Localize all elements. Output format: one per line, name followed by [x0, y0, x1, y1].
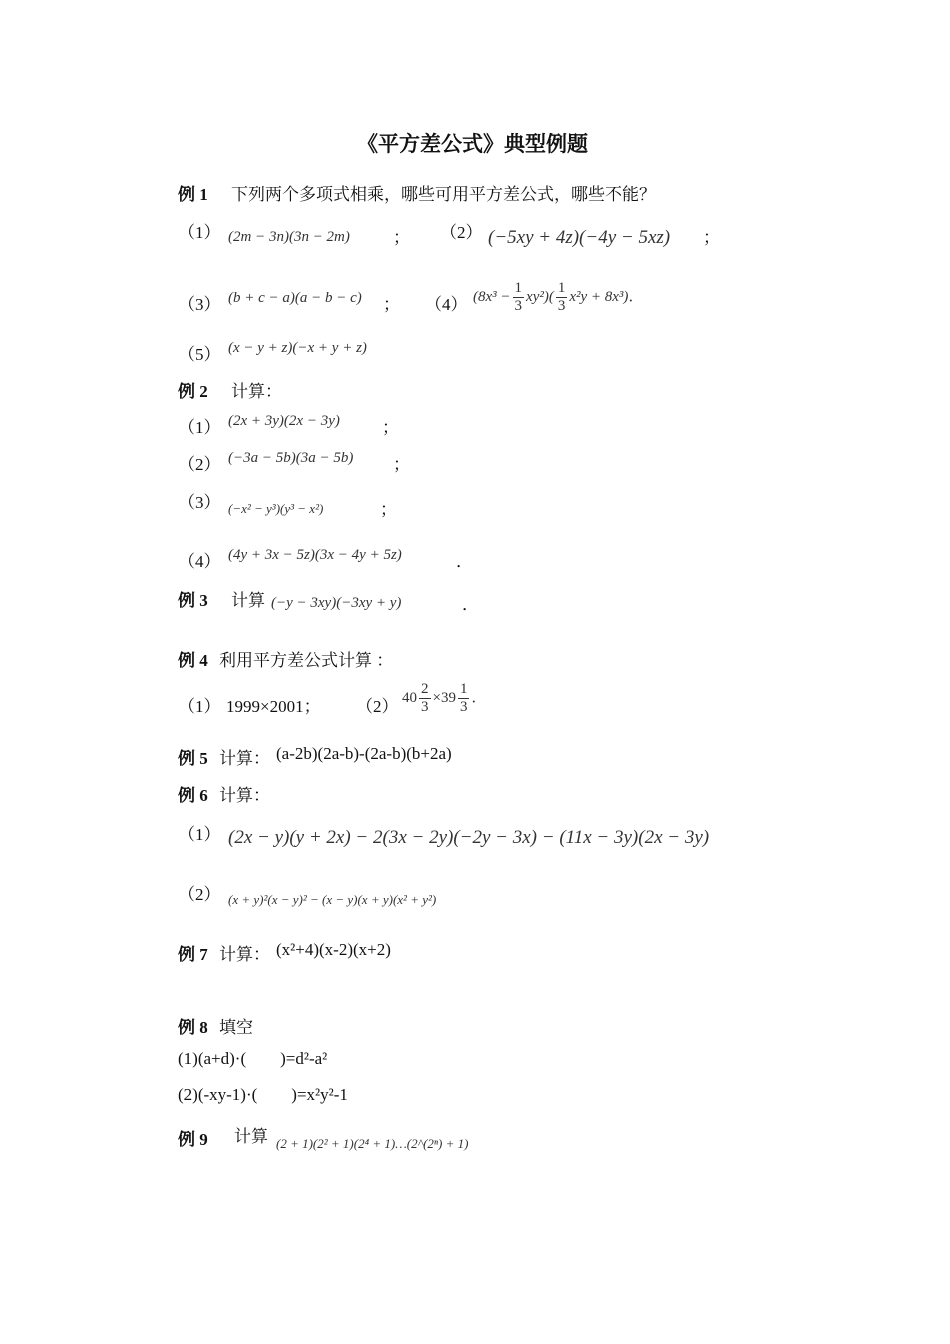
example-6-label: 例 6: [178, 786, 208, 805]
ex1-item4-fraction-1: $\frac{1}{3}$: [514, 280, 523, 314]
page-title: 《平方差公式》典型例题: [357, 132, 588, 156]
example-4-label: 例 4: [178, 651, 208, 670]
example-9-label: 例 9: [178, 1130, 208, 1149]
ex1-item3-expr: (b + c − a)(a − b − c): [228, 290, 362, 306]
ex1-item1-expr: (2m − 3n)(3n − 2m): [228, 229, 350, 245]
ex6-item2-num: （2）: [178, 885, 221, 904]
ex6-item1-expr: (2x − y)(y + 2x) − 2(3x − 2y)(−2y − 3x) − (11x − 3y)(2x − 3y): [228, 827, 710, 848]
ex1-item3-end: ；: [383, 295, 400, 314]
ex1-item4-fraction-2: $\frac{1}{3}$: [557, 280, 566, 314]
ex2-item1-num: （1）: [178, 418, 221, 437]
ex2-item2-num: （2）: [178, 455, 221, 474]
example-2-text: 计算：: [231, 382, 282, 401]
ex1-item5-num: （5）: [178, 345, 221, 364]
ex2-item3-num: （3）: [178, 493, 221, 512]
example-5-label: 例 5: [178, 749, 208, 768]
ex2-item3-expr: (−x² − y³)(y³ − x²): [228, 501, 324, 516]
example-2-label: 例 2: [178, 382, 208, 401]
ex4-fraction-a: $\frac{2}{3}$: [421, 681, 429, 715]
example-8-label: 例 8: [178, 1018, 208, 1037]
ex2-item1-end: ；: [382, 418, 399, 437]
ex2-item2-expr: (−3a − 5b)(3a − 5b): [228, 450, 354, 466]
example-3-expr: (−y − 3xy)(−3xy + y): [271, 595, 402, 611]
ex1-item2-num: （2）: [440, 223, 483, 242]
example-3-label: 例 3: [178, 591, 208, 610]
ex1-item4-num: （4）: [425, 295, 468, 314]
ex1-item1-num: （1）: [178, 223, 221, 242]
ex2-item1-expr: (2x + 3y)(2x − 3y): [228, 413, 340, 429]
example-3-text: 计算: [231, 591, 265, 610]
ex4-item2-num: （2）: [356, 697, 399, 716]
ex4-item2-expr: 40 $\frac{2}{3}$ ×39 $\frac{1}{3}$ ．: [402, 681, 487, 715]
example-5-expr: (a-2b)(2a-b)-(2a-b)(b+2a): [276, 744, 452, 763]
ex2-item2-end: ；: [393, 455, 410, 474]
example-8-text: 填空: [219, 1018, 253, 1037]
ex2-item3-end: ；: [380, 500, 397, 519]
ex1-item5-expr: (x − y + z)(−x + y + z): [228, 340, 367, 356]
example-4-text: 利用平方差公式计算 ：: [219, 651, 394, 670]
example-5-text: 计算：: [219, 749, 270, 768]
example-8-line-2: (2)(-xy-1)·( )=x²y²-1: [178, 1085, 348, 1104]
ex6-item1-num: （1）: [178, 825, 221, 844]
example-3-end: ．: [462, 595, 479, 614]
example-9-text: 计算: [234, 1127, 268, 1146]
example-7-text: 计算：: [219, 945, 270, 964]
ex1-item2-end: ；: [703, 228, 720, 247]
ex1-item4-expr: (8x³ − $\frac{1}{3}$ xy²)( $\frac{1}{3}$ x²y + 8x³)．: [473, 280, 644, 314]
example-7-label: 例 7: [178, 945, 208, 964]
ex2-item4-end: ．: [456, 552, 473, 571]
ex1-item3-num: （3）: [178, 295, 221, 314]
example-9-expr: (2 + 1)(2² + 1)(2⁴ + 1)…(2^(2ⁿ) + 1): [276, 1136, 469, 1151]
ex4-fraction-b: $\frac{1}{3}$: [459, 681, 468, 715]
ex6-item2-expr: (x + y)²(x − y)² − (x − y)(x + y)(x² + y²): [228, 892, 437, 907]
example-7-expr: (x²+4)(x-2)(x+2): [276, 940, 391, 959]
ex2-item4-expr: (4y + 3x − 5z)(3x − 4y + 5z): [228, 547, 402, 563]
ex1-item1-end: ；: [393, 228, 410, 247]
ex1-item2-expr: (−5xy + 4z)(−4y − 5xz): [488, 227, 671, 248]
example-6-text: 计算：: [219, 786, 270, 805]
ex4-item1-num: （1）: [178, 697, 221, 716]
example-1-text: 下列两个多项式相乘，哪些可用平方差公式，哪些不能？: [231, 185, 656, 204]
example-1-label: 例 1: [178, 185, 208, 204]
ex2-item4-num: （4）: [178, 552, 221, 571]
ex4-item1-text: 1999×2001；: [226, 697, 321, 716]
example-8-line-1: (1)(a+d)·( )=d²-a²: [178, 1049, 328, 1068]
